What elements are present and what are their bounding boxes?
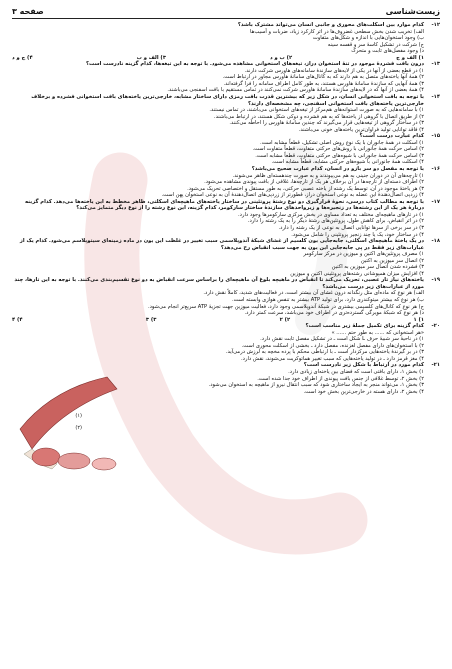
option-line: ۳) بخش ۱، می‌تواند منجر به ایجاد ساختاری شود که سبب انتقال نیرو از ماهیچه به استخوان می‌شود.: [208, 382, 424, 389]
option-line: ۲) اطراف دسته‌ای از تارچه‌ها در آن برخلاف هر یک از تارچه‌ها، غلافی از بافت پیوندی مشاهده می‌شود.: [204, 179, 424, 186]
page-number: صفحه ۳: [12, 6, 44, 16]
question-stem: در یک یاختهٔ ماهیچه‌ای اسکلتی، جابه‌جایی یون کلسیم از غشای شبکهٔ آندوپلاسمی سبب تغییر در غلظت این یون در ماده زمینه‌ای سیتوپلاسم می‌شود. کدام یک از عبارات‌های زیر فقط در پی جابه‌جایی این یون به جهت سبب انقباض رخ می‌دهد؟: [19, 238, 424, 251]
question-stem: کدام گزینه برای تکمیل جملهٔ زیر مناسب است؟: [305, 323, 424, 330]
muscle-diagram: [12, 369, 124, 479]
option-line: ۲) همهٔ آنها یاخته‌های متصل به هم دارند که به کانال‌های سامانهٔ هاورس مجاور در ارتباط است.: [222, 74, 424, 81]
question-header: [12, 277, 440, 290]
question-header: [12, 22, 440, 29]
question-number: -۱۴: [431, 94, 440, 101]
question-number: -۱۲: [431, 22, 440, 28]
option-line: ۴) اسکلت همهٔ جانورانی با شیوه‌های حرکتی مشابه، قطعاً مشابه است.: [271, 159, 424, 166]
option-line: ۳) در ساختار گروهی از تیغه‌هایی قرار می‌گیرند که چندین سامانهٔ هاورس را احاطه می‌کنند.: [229, 120, 424, 127]
answer-choice[interactable]: ۳) ۳: [145, 316, 157, 323]
question-header: [12, 61, 440, 68]
question-block: [12, 94, 440, 133]
option-line: ۱) در تارهای ماهیچه‌ای مختلف به تعداد مساوی در بخش مرکزی سارکومرها وجود دارد.: [238, 211, 424, 218]
option-line: ۴) همهٔ بعضی از آنها که در لایه‌های سازندهٔ سامانهٔ هاورس شرکت نمی‌کنند در تماس مستقیم با بافت اسفنجی می‌باشند.: [167, 87, 424, 94]
option-line: د) وجود مفصل‌های ثابت و متحرک: [351, 48, 424, 55]
question-block: [12, 277, 440, 323]
question-stem: با توجه به بافت استخوانی انسان، در شکل زیر که بیشترین قدرت بافت رمزی دارای ساختار مشابه، خارجی‌ترین یاخته‌های بافت استخوانی فشرده و برخلاف خارجی‌ترین یاخته‌های بافت استخوانی اسفنجی، چه مشخصه‌ای دارند؟: [31, 94, 424, 107]
question-number: -۱۵: [431, 133, 440, 140]
question-stem: کدام مورد در ارتباط با شکل زیر نادرست است؟: [303, 362, 424, 369]
question-number: -۱۸: [431, 238, 440, 245]
option-line: ۱) در ناحیهٔ سر شبیهٔ حرف L شکل است ـ در تشکیل مفصل ثابت نقش دارد.: [260, 336, 424, 343]
option-line: الف) تخریب شدن بخش سطحی غضروف‌ها در اثر کارکرد زیاد، ضربات و آسیب‌ها: [250, 28, 424, 35]
option-line: ۲) اتصال سر میوزین به اکتین: [360, 257, 424, 264]
question-header: [12, 199, 440, 212]
question-number: -۱۹: [431, 277, 440, 284]
fascicle-bundle: [32, 448, 60, 466]
question-number: -۱۳: [431, 61, 440, 68]
question-stem: کدام موارد بین اسکلت‌های محوری و جانبی انسان می‌تواند مشترک باشد؟: [237, 22, 424, 28]
option-line: «هر استخوانی که ...... به طور حتم ...... »: [331, 329, 424, 336]
question-header: [12, 323, 440, 330]
answer-choice[interactable]: ۱) الف و ج: [396, 54, 424, 61]
question-stem: یاخته‌های نیاز تار عصبی، تحریک می‌کند تا انقباض در ماهیچه بلوغ آن ماهیچه‌ای را براساس سرعت انقباض به دو نوع تقسیم‌بندی می‌کنند. با توجه به این تارها، چند مورد از عبارات‌های زیر درست می‌باشد؟: [14, 277, 424, 290]
question-header: [12, 166, 440, 173]
option-line: ۴) زردپی اتصال‌دهندهٔ این عضله به نوعی استخوان دراز، قطورتر از زردپی‌های اتصال‌دهندهٔ آن به نوعی استخوان پهن است.: [161, 192, 424, 199]
muscle-belly: [20, 377, 117, 449]
option-line: ۱) با سامانه‌هایی که به صورت استوانه‌های هم‌مرکز از تیغه‌های استخوانی می‌باشند، در تماس نیستند.: [209, 107, 424, 114]
question-number: -۲۰: [431, 323, 440, 330]
figure-label: (۱): [75, 412, 82, 419]
option-line: ۱) اسکلت در همهٔ جانوران با یک نوع روش اصلی تشکیل، قطعاً مشابه است.: [260, 139, 424, 146]
question-block: [12, 166, 440, 199]
option-line: ۲) با استخوان‌های دارای مفصل لغزنده، مفصل دارد ـ بخشی از اسکلت محوری است.: [241, 342, 424, 349]
answer-choice[interactable]: ۱) ۱: [413, 316, 424, 323]
option-line: الف) هر نوع که ماده‌ای مثل رنگدانه درون غشای آن بیشتر است، در فعالیت‌های شدید، کاملاً نقش دارد.: [203, 290, 424, 297]
option-line: ۴) مغز قرمز دارد ـ در تولید یاخته‌هایی که سبب تغییر هماتوکریت می‌شوند، نقش دارد.: [241, 355, 424, 362]
question-block: [12, 199, 440, 238]
question-block: [12, 323, 440, 362]
page-header: [12, 4, 440, 19]
myofibril: [92, 458, 116, 470]
option-line: د) هر نوع که شبکهٔ مویرگی گسترده‌تری در اطراف خود می‌باشد، سرعت کمتر دارد.: [244, 310, 424, 317]
answer-choice[interactable]: ۲) ۲: [279, 316, 291, 323]
question-block: [12, 61, 440, 94]
muscle-fiber: [58, 453, 90, 469]
question-number: -۱۷: [431, 198, 440, 205]
option-line: ۲) از طریق اتصال با گروهی از یاخته‌ها که به هم فشرده و دوکی شکل هستند، در ارتباط می‌باشند.: [213, 113, 424, 120]
answer-choice[interactable]: ۴) ج و د: [12, 54, 33, 61]
option-line: ۳) در سر برخی از سرها توانایی اتصال به نوعی از یک رشته را دارد.: [278, 224, 424, 231]
question-number: -۲۱: [431, 362, 440, 369]
question-header: [12, 238, 440, 251]
question-stem: با توجه به مطالب کتاب درسی، نحوهٔ قرارگیری دو نوع رشتهٔ پروتئینی در ساختار یاخته‌های ماهیچه‌ای اسکلتی، ظاهر مخطط به این یاخته‌ها می‌دهد. کدام گزینه دربارهٔ هر یک از این رشته‌ها در زنجیره‌ها و زیرواحدهای سازندهٔ ساختار سارکومر، کدام گزینه، این نوع رشته را از نوع دیگر متمایز می‌کند؟: [25, 198, 424, 212]
option-line: ب) هر نوع که بیشتر میتوکندری دارد، برای تولید ATP بیشتر به تنفس هوازی وابسته است.: [231, 296, 424, 303]
option-line: ۴) فاقد توانایی تولید فراوان‌ترین یاخته‌های خونی می‌باشند.: [298, 126, 424, 133]
option-line: ج) هر نوع که کانال‌های کلسیمی بیشتری در شبکهٔ آندوپلاسمی وجود دارد، فعالیت میوزین جهت تجزیهٔ ATP سریع‌تر انجام می‌شود.: [147, 303, 424, 310]
option-line: ۲) اساس حرکت همهٔ جانورانی با روش‌های حرکتی متفاوت، قطعاً متفاوت است.: [252, 146, 424, 153]
option-line: ۳) در بر گیرندهٔ یاخته‌هایی مرکزدار است ـ با ارتباطی محکم با پرده مخچه به لرزش درمی‌آید.: [225, 349, 424, 356]
option-line: ۳) همهٔ آنهایی که سازندهٔ سامانهٔ هاورس هستند، به طور کامل اطراف سامانه را فرا گرفته‌اند.: [223, 80, 424, 87]
option-line: ۱) تارچه‌های آن در دوران جنینی به هم می‌پیوندند و به صورت چندهسته‌ای ظاهر می‌شوند.: [232, 172, 424, 179]
answer-choice[interactable]: ۲) ب و د: [270, 54, 293, 61]
option-line: ۳) هر یاختهٔ موجود در آن، توسط یک رشته از یاخته عصبی حرکتی، به طور مستقل و اختصاصی تحریک می‌شود.: [187, 185, 424, 192]
answer-choice[interactable]: ۴) ۴: [12, 316, 23, 323]
question-stem: کدام عبارت درست است؟: [359, 133, 424, 140]
question-header: [12, 94, 440, 107]
option-line: ۳) فشرده شدن اتصال سر میوزین به اکتین: [331, 264, 424, 271]
option-line: ۱) در قطع بعضی از آنها در یکی از لایه‌های سازندهٔ سامانه‌های هاورس شرکت دارند.: [244, 67, 424, 74]
question-block: [12, 362, 440, 431]
question-block: [12, 22, 440, 61]
question-list: [12, 22, 440, 665]
subject-title: زیست‌شناسی: [385, 6, 440, 16]
figure-wrap: [12, 368, 440, 431]
option-line: ۱) مصرف پروتئین‌های اکتین و میوزین در مرکز سارکومر: [303, 251, 424, 258]
figure-label: (۲): [75, 424, 82, 431]
answer-choice[interactable]: ۳) الف و ب: [136, 54, 166, 61]
option-line: ۴) بخش ۲، دارای هسته در خارجی‌ترین بخش خود است.: [303, 388, 424, 395]
question-block: [12, 133, 440, 166]
option-line: ۲) در اثر انقباض، برای کاهش طول، پروتئین‌های رشتهٔ دیگر را به یک رشته را دارد.: [247, 218, 424, 225]
option-line: ۴) افزایش میزان همپوشانی رشته‌های پروتئینی اکتین و میوزین: [290, 270, 424, 277]
option-line: ۲) بخش ۲، توسط غلافی از جنس بافت پیوندی از اطراف خود جدا شده است.: [257, 375, 424, 382]
question-header: [12, 133, 440, 140]
option-line: ب) وجود استخوان‌هایی با اندازه و شکل‌های متفاوت: [312, 35, 424, 42]
question-stem: درون بافت فشردهٔ موجود در تنهٔ استخوان دراز، تیغه‌های استخوانی مشاهده می‌شود. با توجه به این تیغه‌ها، کدام گزینه نادرست است؟: [85, 61, 424, 68]
question-stem: با توجه به مفصل دو سر بازو در انسان، کدام عبارت صحیح می‌باشد؟: [251, 166, 424, 173]
option-line: ج) شرکت در تشکیل کاسهٔ سر و قفسه سینه: [327, 41, 424, 48]
question-block: [12, 238, 440, 277]
option-line: ۳) اساس حرکت همهٔ جانورانی با شیوه‌های حرکتی متفاوت، قطعاً مشابه است.: [255, 152, 424, 159]
option-line: ۱) بخش ۱، دارای بافتی است که فضای بین یاخته‌ای زیادی دارد.: [288, 368, 424, 375]
question-number: -۱۶: [431, 166, 440, 173]
option-line: ۴) در ساختار خود، یک یا چند زنجیر پروتئینی را شامل می‌شود.: [291, 231, 424, 238]
